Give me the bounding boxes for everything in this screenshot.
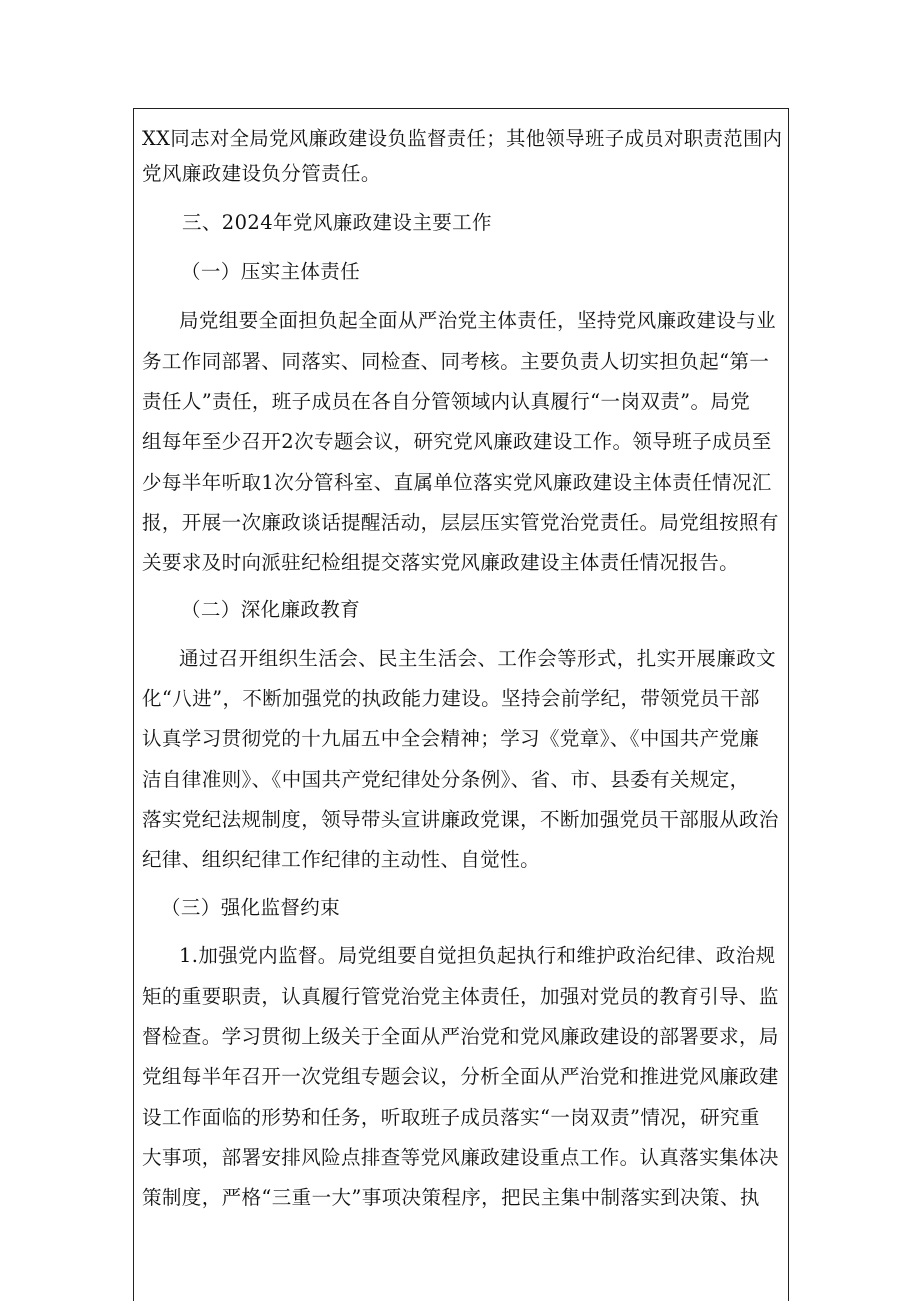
text-line: 认真学习贯彻党的十九届五中全会精神；学习《党章》、《中国共产党廉: [142, 727, 760, 750]
document-frame: [133, 108, 789, 1301]
text-line: 局党组要全面担负起全面从严治党主体责任，坚持党风廉政建设与业: [179, 309, 777, 332]
text-line: 责任人”责任，班子成员在各自分管领域内认真履行“一岗双责”。局党: [142, 390, 751, 413]
text-line: 纪律、组织纪律工作纪律的主动性、自觉性。: [142, 848, 541, 871]
text-line: 党组每半年召开一次党组专题会议，分析全面从严治党和推进党风廉政建: [142, 1065, 779, 1088]
section-heading: 三、2024年党风廉政建设主要工作: [182, 211, 492, 234]
text-line: 通过召开组织生活会、民主生活会、工作会等形式，扎实开展廉政文: [179, 647, 777, 670]
text-line: 报，开展一次廉政谈话提醒活动，层层压实管党治党责任。局党组按照有: [142, 511, 779, 534]
text-line: 设工作面临的形势和任务，听取班子成员落实“一岗双责”情况，研究重: [142, 1106, 760, 1129]
text-line: 1.加强党内监督。局党组要自觉担负起执行和维护政治纪律、政治规: [179, 944, 776, 967]
text-line: 关要求及时向派驻纪检组提交落实党风廉政建设主体责任情况报告。: [142, 551, 740, 574]
text-line: 督检查。学习贯彻上级关于全面从严治党和党风廉政建设的部署要求，局: [142, 1025, 779, 1048]
text-line: 组每年至少召开2次专题会议，研究党风廉政建设工作。领导班子成员至: [142, 430, 772, 453]
text-line: 务工作同部署、同落实、同检查、同考核。主要负责人切实担负起“第一: [142, 350, 770, 373]
text-line: 大事项，部署安排风险点排查等党风廉政建设重点工作。认真落实集体决: [142, 1146, 779, 1169]
subsection-heading: （二）深化廉政教育: [181, 598, 361, 621]
text-line: 策制度，严格“三重一大”事项决策程序，把民主集中制落实到决策、执: [142, 1186, 760, 1209]
text-line: 矩的重要职责，认真履行管党治党主体责任，加强对党员的教育引导、监: [142, 985, 779, 1008]
text-line: 少每半年听取1次分管科室、直属单位落实党风廉政建设主体责任情况汇: [142, 471, 772, 494]
text-line: 落实党纪法规制度，领导带头宣讲廉政党课，不断加强党员干部服从政治: [142, 808, 779, 831]
text-line: 党风廉政建设负分管责任。: [142, 162, 381, 185]
text-line: XX同志对全局党风廉政建设负监督责任；其他领导班子成员对职责范围内: [142, 127, 783, 150]
text-line: 洁自律准则》、《中国共产党纪律处分条例》、省、市、县委有关规定，: [142, 768, 750, 791]
subsection-heading: （一）压实主体责任: [181, 260, 361, 283]
text-line: 化“八进”，不断加强党的执政能力建设。坚持会前学纪，带领党员干部: [142, 687, 760, 710]
subsection-heading: （三）强化监督约束: [161, 896, 341, 919]
